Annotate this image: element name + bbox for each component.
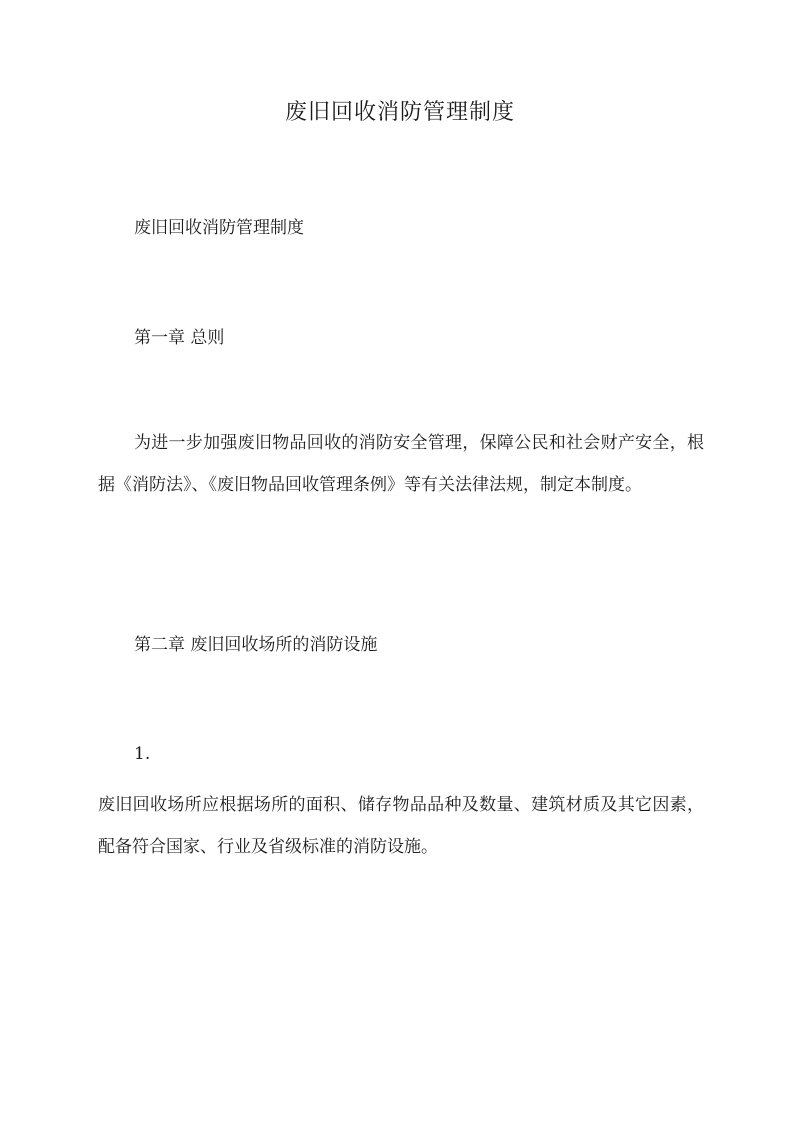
item-1-number: 1. xyxy=(134,744,151,764)
item-1-text: 废旧回收场所应根据场所的面积、储存物品品种及数量、建筑材质及其它因素，配备符合国家、行业及省级标准的消防设施。 xyxy=(98,795,704,857)
document-subtitle: 废旧回收消防管理制度 xyxy=(134,218,304,238)
chapter-2-heading: 第二章 废旧回收场所的消防设施 xyxy=(134,635,378,655)
chapter-1-paragraph: 为进一步加强废旧物品回收的消防安全管理，保障公民和社会财产安全，根据《消防法》、《废旧物品回收管理条例》等有关法律法规，制定本制度。 xyxy=(98,433,704,495)
document-title: 废旧回收消防管理制度 xyxy=(284,100,515,125)
chapter-1-heading: 第一章 总则 xyxy=(134,328,225,348)
